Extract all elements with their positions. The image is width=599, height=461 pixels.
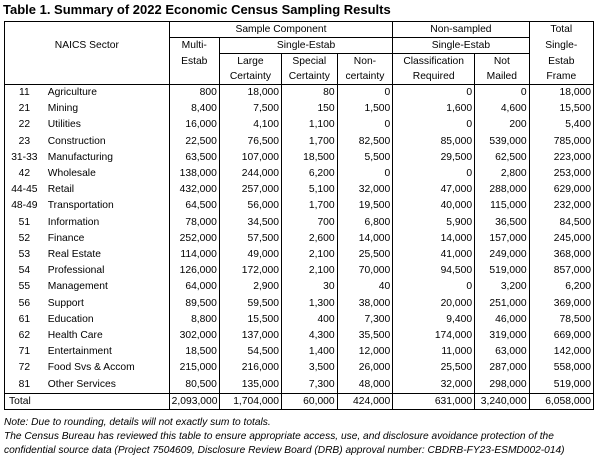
sector-name: Health Care bbox=[44, 328, 169, 344]
naics-code: 71 bbox=[5, 344, 44, 360]
total-class: 631,000 bbox=[393, 393, 475, 409]
classification-required-value: 85,000 bbox=[393, 134, 475, 150]
naics-code: 48-49 bbox=[5, 198, 44, 214]
classification-required-value: 40,000 bbox=[393, 198, 475, 214]
sector-name: Real Estate bbox=[44, 247, 169, 263]
total-frame-value: 857,000 bbox=[529, 263, 593, 279]
naics-code: 81 bbox=[5, 377, 44, 394]
table-row bbox=[5, 150, 594, 166]
table-row bbox=[5, 85, 594, 102]
header-large-line2: Certainty bbox=[219, 69, 281, 85]
header-sector: NAICS Sector bbox=[5, 22, 170, 70]
header-total-line4: Frame bbox=[529, 69, 593, 85]
not-mailed-value: 46,000 bbox=[475, 312, 530, 328]
multi-estab-value: 18,500 bbox=[169, 344, 219, 360]
total-frame: 6,058,000 bbox=[529, 393, 593, 409]
header-non-sampled: Non-sampled bbox=[393, 22, 529, 38]
classification-required-value: 1,600 bbox=[393, 101, 475, 117]
large-certainty-value: 54,500 bbox=[219, 344, 281, 360]
not-mailed-value: 62,500 bbox=[475, 150, 530, 166]
table-title: Table 1. Summary of 2022 Economic Census Sampling Results bbox=[3, 2, 391, 17]
table-row bbox=[5, 312, 594, 328]
total-frame-value: 253,000 bbox=[529, 166, 593, 182]
sector-name: Professional bbox=[44, 263, 169, 279]
naics-code: 55 bbox=[5, 279, 44, 295]
special-certainty-value: 1,400 bbox=[282, 344, 338, 360]
special-certainty-value: 3,500 bbox=[282, 360, 338, 376]
naics-code: 23 bbox=[5, 134, 44, 150]
header-single-estab-nonsampled: Single-Estab bbox=[393, 38, 529, 54]
classification-required-value: 94,500 bbox=[393, 263, 475, 279]
noncertainty-value: 0 bbox=[337, 166, 393, 182]
naics-code: 21 bbox=[5, 101, 44, 117]
naics-code: 22 bbox=[5, 117, 44, 133]
total-row bbox=[5, 393, 594, 409]
naics-code: 42 bbox=[5, 166, 44, 182]
classification-required-value: 0 bbox=[393, 117, 475, 133]
multi-estab-value: 432,000 bbox=[169, 182, 219, 198]
special-certainty-value: 1,700 bbox=[282, 198, 338, 214]
special-certainty-value: 80 bbox=[282, 85, 338, 102]
header-total-line2: Single- bbox=[529, 38, 593, 54]
classification-required-value: 9,400 bbox=[393, 312, 475, 328]
noncertainty-value: 14,000 bbox=[337, 231, 393, 247]
large-certainty-value: 135,000 bbox=[219, 377, 281, 394]
classification-required-value: 32,000 bbox=[393, 377, 475, 394]
multi-estab-value: 215,000 bbox=[169, 360, 219, 376]
classification-required-value: 41,000 bbox=[393, 247, 475, 263]
not-mailed-value: 251,000 bbox=[475, 296, 530, 312]
multi-estab-value: 8,800 bbox=[169, 312, 219, 328]
special-certainty-value: 400 bbox=[282, 312, 338, 328]
not-mailed-value: 519,000 bbox=[475, 263, 530, 279]
sector-name: Mining bbox=[44, 101, 169, 117]
header-special-line1: Special bbox=[282, 54, 338, 70]
total-multi: 2,093,000 bbox=[169, 393, 219, 409]
header-special-line2: Certainty bbox=[282, 69, 338, 85]
table-row bbox=[5, 279, 594, 295]
census-table bbox=[4, 21, 594, 410]
total-frame-value: 669,000 bbox=[529, 328, 593, 344]
header-class-line2: Required bbox=[393, 69, 475, 85]
noncertainty-value: 12,000 bbox=[337, 344, 393, 360]
noncertainty-value: 6,800 bbox=[337, 215, 393, 231]
total-frame-value: 558,000 bbox=[529, 360, 593, 376]
table-row bbox=[5, 247, 594, 263]
noncertainty-value: 7,300 bbox=[337, 312, 393, 328]
special-certainty-value: 1,100 bbox=[282, 117, 338, 133]
large-certainty-value: 216,000 bbox=[219, 360, 281, 376]
table-row bbox=[5, 296, 594, 312]
note-disclosure-1: The Census Bureau has reviewed this table to ensure appropriate access, use, and disclosure avoidance protection of the bbox=[4, 431, 554, 442]
large-certainty-value: 57,500 bbox=[219, 231, 281, 247]
sector-name: Information bbox=[44, 215, 169, 231]
large-certainty-value: 244,000 bbox=[219, 166, 281, 182]
total-frame-value: 78,500 bbox=[529, 312, 593, 328]
header-notmailed-line1: Not bbox=[475, 54, 530, 70]
table-row bbox=[5, 198, 594, 214]
table-row bbox=[5, 328, 594, 344]
naics-code: 11 bbox=[5, 85, 44, 102]
special-certainty-value: 4,300 bbox=[282, 328, 338, 344]
not-mailed-value: 4,600 bbox=[475, 101, 530, 117]
table-body bbox=[5, 85, 594, 394]
sector-name: Management bbox=[44, 279, 169, 295]
table-row bbox=[5, 344, 594, 360]
naics-code: 56 bbox=[5, 296, 44, 312]
special-certainty-value: 30 bbox=[282, 279, 338, 295]
classification-required-value: 0 bbox=[393, 279, 475, 295]
large-certainty-value: 34,500 bbox=[219, 215, 281, 231]
naics-code: 31-33 bbox=[5, 150, 44, 166]
multi-estab-value: 114,000 bbox=[169, 247, 219, 263]
classification-required-value: 174,000 bbox=[393, 328, 475, 344]
noncertainty-value: 26,000 bbox=[337, 360, 393, 376]
not-mailed-value: 36,500 bbox=[475, 215, 530, 231]
total-frame-value: 18,000 bbox=[529, 85, 593, 102]
classification-required-value: 0 bbox=[393, 166, 475, 182]
note-rounding: Note: Due to rounding, details will not exactly sum to totals. bbox=[4, 417, 271, 428]
table-row bbox=[5, 377, 594, 394]
sector-name: Food Svs & Accom bbox=[44, 360, 169, 376]
total-label: Total bbox=[5, 393, 170, 409]
header-class-line1: Classification bbox=[393, 54, 475, 70]
noncertainty-value: 35,500 bbox=[337, 328, 393, 344]
table-row bbox=[5, 182, 594, 198]
multi-estab-value: 63,500 bbox=[169, 150, 219, 166]
multi-estab-value: 80,500 bbox=[169, 377, 219, 394]
large-certainty-value: 257,000 bbox=[219, 182, 281, 198]
noncertainty-value: 82,500 bbox=[337, 134, 393, 150]
large-certainty-value: 137,000 bbox=[219, 328, 281, 344]
sector-name: Utilities bbox=[44, 117, 169, 133]
notes bbox=[4, 416, 596, 458]
noncertainty-value: 48,000 bbox=[337, 377, 393, 394]
naics-code: 51 bbox=[5, 215, 44, 231]
noncertainty-value: 38,000 bbox=[337, 296, 393, 312]
classification-required-value: 11,000 bbox=[393, 344, 475, 360]
multi-estab-value: 800 bbox=[169, 85, 219, 102]
large-certainty-value: 172,000 bbox=[219, 263, 281, 279]
header-sample-component: Sample Component bbox=[169, 22, 393, 38]
naics-code: 62 bbox=[5, 328, 44, 344]
classification-required-value: 20,000 bbox=[393, 296, 475, 312]
classification-required-value: 5,900 bbox=[393, 215, 475, 231]
multi-estab-value: 78,000 bbox=[169, 215, 219, 231]
noncertainty-value: 5,500 bbox=[337, 150, 393, 166]
not-mailed-value: 63,000 bbox=[475, 344, 530, 360]
naics-code: 61 bbox=[5, 312, 44, 328]
noncertainty-value: 70,000 bbox=[337, 263, 393, 279]
table-row bbox=[5, 231, 594, 247]
classification-required-value: 25,500 bbox=[393, 360, 475, 376]
noncertainty-value: 1,500 bbox=[337, 101, 393, 117]
special-certainty-value: 150 bbox=[282, 101, 338, 117]
not-mailed-value: 2,800 bbox=[475, 166, 530, 182]
multi-estab-value: 64,500 bbox=[169, 198, 219, 214]
large-certainty-value: 7,500 bbox=[219, 101, 281, 117]
multi-estab-value: 302,000 bbox=[169, 328, 219, 344]
special-certainty-value: 7,300 bbox=[282, 377, 338, 394]
special-certainty-value: 6,200 bbox=[282, 166, 338, 182]
table-row bbox=[5, 166, 594, 182]
sector-name: Entertainment bbox=[44, 344, 169, 360]
table-row bbox=[5, 101, 594, 117]
sector-name: Construction bbox=[44, 134, 169, 150]
not-mailed-value: 3,200 bbox=[475, 279, 530, 295]
classification-required-value: 47,000 bbox=[393, 182, 475, 198]
not-mailed-value: 298,000 bbox=[475, 377, 530, 394]
total-frame-value: 6,200 bbox=[529, 279, 593, 295]
special-certainty-value: 2,600 bbox=[282, 231, 338, 247]
large-certainty-value: 18,000 bbox=[219, 85, 281, 102]
classification-required-value: 14,000 bbox=[393, 231, 475, 247]
sector-name: Education bbox=[44, 312, 169, 328]
header-notmailed-line2: Mailed bbox=[475, 69, 530, 85]
total-noncert: 424,000 bbox=[337, 393, 393, 409]
table-row bbox=[5, 117, 594, 133]
multi-estab-value: 64,000 bbox=[169, 279, 219, 295]
large-certainty-value: 49,000 bbox=[219, 247, 281, 263]
total-frame-value: 223,000 bbox=[529, 150, 593, 166]
naics-code: 54 bbox=[5, 263, 44, 279]
multi-estab-value: 126,000 bbox=[169, 263, 219, 279]
naics-code: 72 bbox=[5, 360, 44, 376]
noncertainty-value: 19,500 bbox=[337, 198, 393, 214]
special-certainty-value: 18,500 bbox=[282, 150, 338, 166]
large-certainty-value: 107,000 bbox=[219, 150, 281, 166]
large-certainty-value: 15,500 bbox=[219, 312, 281, 328]
large-certainty-value: 76,500 bbox=[219, 134, 281, 150]
total-frame-value: 15,500 bbox=[529, 101, 593, 117]
multi-estab-value: 89,500 bbox=[169, 296, 219, 312]
total-frame-value: 369,000 bbox=[529, 296, 593, 312]
sector-name: Other Services bbox=[44, 377, 169, 394]
special-certainty-value: 700 bbox=[282, 215, 338, 231]
not-mailed-value: 319,000 bbox=[475, 328, 530, 344]
not-mailed-value: 200 bbox=[475, 117, 530, 133]
naics-code: 52 bbox=[5, 231, 44, 247]
header-single-estab: Single-Estab bbox=[219, 38, 392, 54]
multi-estab-value: 8,400 bbox=[169, 101, 219, 117]
table-row bbox=[5, 134, 594, 150]
note-disclosure-2: confidential source data (Project 7504609, Disclosure Review Board (DRB) approval number: CBDRB-FY23-ESMD002-014) bbox=[4, 445, 565, 456]
total-notmailed: 3,240,000 bbox=[475, 393, 530, 409]
not-mailed-value: 115,000 bbox=[475, 198, 530, 214]
table-row bbox=[5, 263, 594, 279]
sector-name: Agriculture bbox=[44, 85, 169, 102]
total-frame-value: 232,000 bbox=[529, 198, 593, 214]
noncertainty-value: 40 bbox=[337, 279, 393, 295]
header-total-line3: Estab bbox=[529, 54, 593, 70]
multi-estab-value: 138,000 bbox=[169, 166, 219, 182]
noncertainty-value: 0 bbox=[337, 117, 393, 133]
multi-estab-value: 22,500 bbox=[169, 134, 219, 150]
total-frame-value: 5,400 bbox=[529, 117, 593, 133]
not-mailed-value: 0 bbox=[475, 85, 530, 102]
header-multi-line1: Multi- bbox=[169, 38, 219, 54]
sector-name: Wholesale bbox=[44, 166, 169, 182]
noncertainty-value: 25,500 bbox=[337, 247, 393, 263]
special-certainty-value: 1,700 bbox=[282, 134, 338, 150]
header-noncert-line2: certainty bbox=[337, 69, 393, 85]
classification-required-value: 29,500 bbox=[393, 150, 475, 166]
multi-estab-value: 252,000 bbox=[169, 231, 219, 247]
total-special: 60,000 bbox=[282, 393, 338, 409]
large-certainty-value: 59,500 bbox=[219, 296, 281, 312]
sector-name: Support bbox=[44, 296, 169, 312]
not-mailed-value: 249,000 bbox=[475, 247, 530, 263]
total-frame-value: 629,000 bbox=[529, 182, 593, 198]
special-certainty-value: 2,100 bbox=[282, 263, 338, 279]
table-header bbox=[5, 22, 594, 85]
not-mailed-value: 287,000 bbox=[475, 360, 530, 376]
total-frame-value: 785,000 bbox=[529, 134, 593, 150]
sector-name: Retail bbox=[44, 182, 169, 198]
header-large-line1: Large bbox=[219, 54, 281, 70]
sector-name: Transportation bbox=[44, 198, 169, 214]
special-certainty-value: 1,300 bbox=[282, 296, 338, 312]
sector-name: Finance bbox=[44, 231, 169, 247]
header-multi-line2: Estab bbox=[169, 54, 219, 70]
not-mailed-value: 157,000 bbox=[475, 231, 530, 247]
large-certainty-value: 4,100 bbox=[219, 117, 281, 133]
multi-estab-value: 16,000 bbox=[169, 117, 219, 133]
header-noncert-line1: Non- bbox=[337, 54, 393, 70]
naics-code: 44-45 bbox=[5, 182, 44, 198]
classification-required-value: 0 bbox=[393, 85, 475, 102]
special-certainty-value: 5,100 bbox=[282, 182, 338, 198]
noncertainty-value: 0 bbox=[337, 85, 393, 102]
header-total-line1: Total bbox=[529, 22, 593, 38]
special-certainty-value: 2,100 bbox=[282, 247, 338, 263]
table-row bbox=[5, 215, 594, 231]
table-row bbox=[5, 360, 594, 376]
total-frame-value: 84,500 bbox=[529, 215, 593, 231]
total-frame-value: 245,000 bbox=[529, 231, 593, 247]
sector-name: Manufacturing bbox=[44, 150, 169, 166]
total-frame-value: 519,000 bbox=[529, 377, 593, 394]
not-mailed-value: 288,000 bbox=[475, 182, 530, 198]
total-frame-value: 368,000 bbox=[529, 247, 593, 263]
total-frame-value: 142,000 bbox=[529, 344, 593, 360]
large-certainty-value: 2,900 bbox=[219, 279, 281, 295]
noncertainty-value: 32,000 bbox=[337, 182, 393, 198]
not-mailed-value: 539,000 bbox=[475, 134, 530, 150]
large-certainty-value: 56,000 bbox=[219, 198, 281, 214]
naics-code: 53 bbox=[5, 247, 44, 263]
total-large: 1,704,000 bbox=[219, 393, 281, 409]
